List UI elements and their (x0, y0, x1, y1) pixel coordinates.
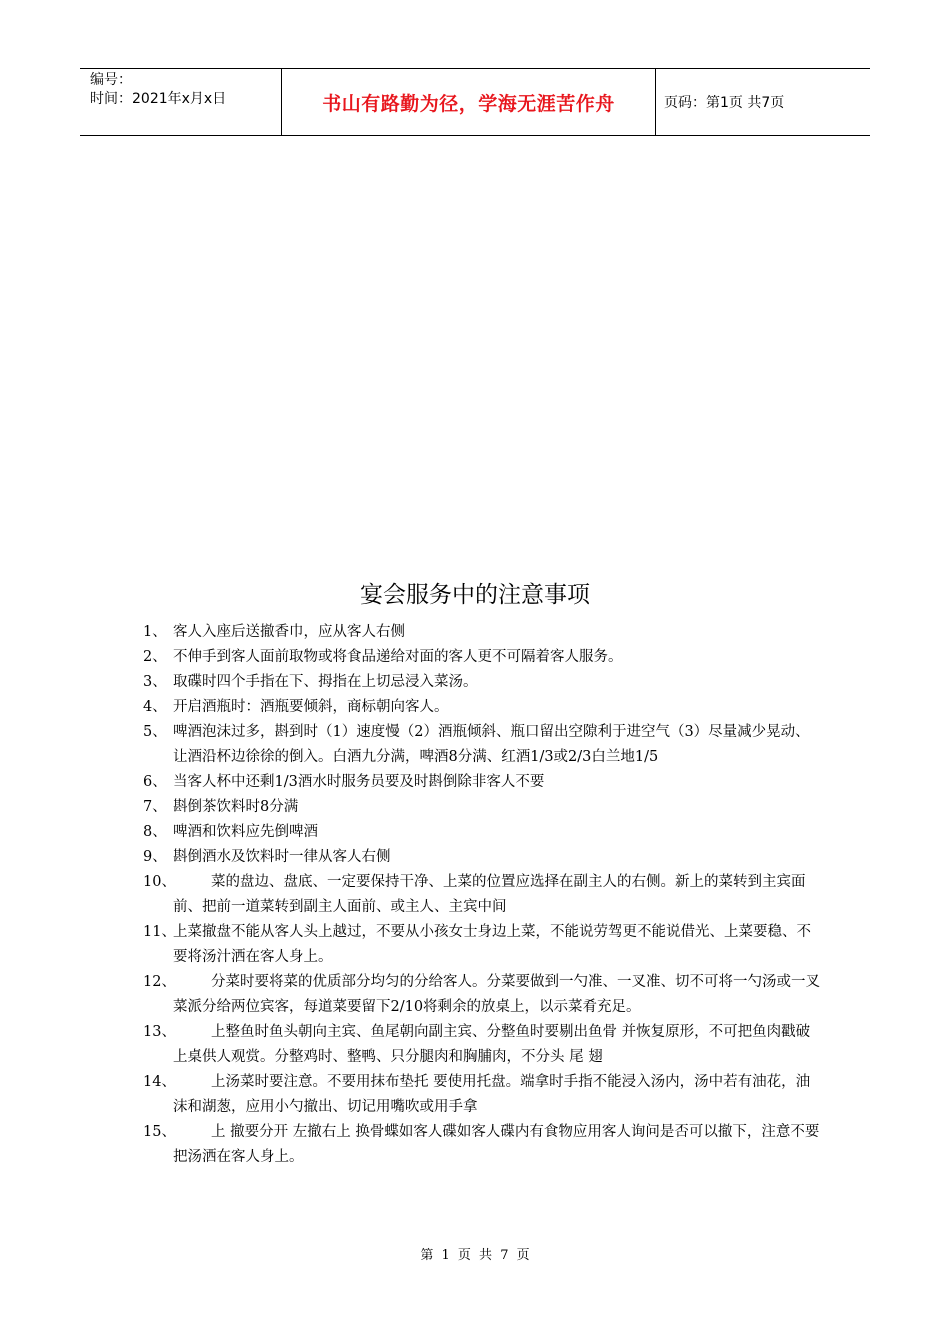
item-text: 上整鱼时鱼头朝向主宾、鱼尾朝向副主宾、分整鱼时要剔出鱼骨 并恢复原形，不可把鱼肉戳破上桌供人观赏。分整鸡时、整鸭、只分腿肉和胸脯肉，不分头 尾 翅 (173, 1024, 811, 1065)
list-item (143, 820, 823, 845)
item-text: 菜的盘边、盘底、一定要保持干净、上菜的位置应选择在副主人的右侧。新上的菜转到主宾面前、把前一道菜转到副主人面前、或主人、主宾中间 (173, 874, 806, 915)
item-number: 4、 (143, 699, 167, 715)
item-number: 2、 (143, 649, 167, 665)
item-number: 8、 (143, 824, 167, 840)
list-item (143, 795, 823, 820)
item-number: 7、 (143, 799, 167, 815)
item-number: 5、 (143, 724, 167, 740)
item-text: 啤酒泡沫过多，斟到时（1）速度慢（2）酒瓶倾斜、瓶口留出空隙利于进空气（3）尽量减少晃动、让酒沿杯边徐徐的倒入。白酒九分满，啤酒8分满、红酒1/3或2/3白兰地1/5 (173, 724, 810, 765)
list-item (143, 970, 823, 1020)
item-number: 3、 (143, 674, 167, 690)
item-number: 14、 (143, 1074, 176, 1090)
item-text: 上汤菜时要注意。不要用抹布垫托 要使用托盘。端拿时手指不能浸入汤内，汤中若有油花，油沫和湖葱，应用小勺撤出、切记用嘴吹或用手拿 (173, 1074, 811, 1115)
document-title: 宴会服务中的注意事项 (360, 582, 590, 608)
list-item (143, 720, 823, 770)
document-time-label: 时间：2021年x月x日 (90, 91, 227, 107)
header-page-info: 页码：第1页 共7页 (664, 95, 785, 111)
list-item (143, 1070, 823, 1120)
list-item (143, 620, 823, 645)
list-item (143, 920, 823, 970)
list-item (143, 695, 823, 720)
page-footer: 第 1 页 共 7 页 (420, 1248, 530, 1263)
list-item (143, 1020, 823, 1070)
item-text: 斟倒酒水及饮料时一律从客人右侧 (173, 849, 391, 865)
item-number: 12、 (143, 974, 176, 990)
list-item (143, 770, 823, 795)
list-item (143, 870, 823, 920)
list-item (143, 1120, 823, 1170)
list-item (143, 645, 823, 670)
item-text: 开启酒瓶时：酒瓶要倾斜，商标朝向客人。 (173, 699, 449, 715)
item-number: 6、 (143, 774, 167, 790)
header-motto-cell (282, 69, 656, 135)
item-text: 斟倒茶饮料时8分满 (173, 799, 299, 815)
header-page-cell (656, 69, 870, 135)
list-item (143, 670, 823, 695)
header-meta-cell (80, 69, 282, 135)
item-text: 当客人杯中还剩1/3酒水时服务员要及时斟倒除非客人不要 (173, 774, 545, 790)
item-text: 啤酒和饮料应先倒啤酒 (173, 824, 318, 840)
item-number: 9、 (143, 849, 167, 865)
item-number: 11、 (143, 924, 176, 940)
item-text: 分菜时要将菜的优质部分均匀的分给客人。分菜要做到一勺准、一叉准、切不可将一勺汤或一叉菜派分给两位宾客，每道菜要留下2/10将剩余的放桌上，以示菜肴充足。 (173, 974, 820, 1015)
document-number-label: 编号： (90, 72, 132, 88)
item-text: 不伸手到客人面前取物或将食品递给对面的客人更不可隔着客人服务。 (173, 649, 623, 665)
item-text: 上 撤要分开 左撤右上 换骨蝶如客人碟如客人碟内有食物应用客人询问是否可以撤下，注意不要把汤洒在客人身上。 (173, 1124, 820, 1165)
notice-list (143, 620, 823, 1170)
item-number: 10、 (143, 874, 176, 890)
list-item (143, 845, 823, 870)
item-number: 1、 (143, 624, 167, 640)
item-text: 上菜撤盘不能从客人头上越过，不要从小孩女士身边上菜，不能说劳驾更不能说借光、上菜要稳、不要将汤汁洒在客人身上。 (173, 924, 811, 965)
item-number: 13、 (143, 1024, 176, 1040)
page-header (80, 68, 870, 136)
header-motto: 书山有路勤为径，学海无涯苦作舟 (322, 92, 615, 115)
item-text: 取碟时四个手指在下、拇指在上切忌浸入菜汤。 (173, 674, 478, 690)
item-number: 15、 (143, 1124, 176, 1140)
item-text: 客人入座后送撤香巾，应从客人右侧 (173, 624, 405, 640)
